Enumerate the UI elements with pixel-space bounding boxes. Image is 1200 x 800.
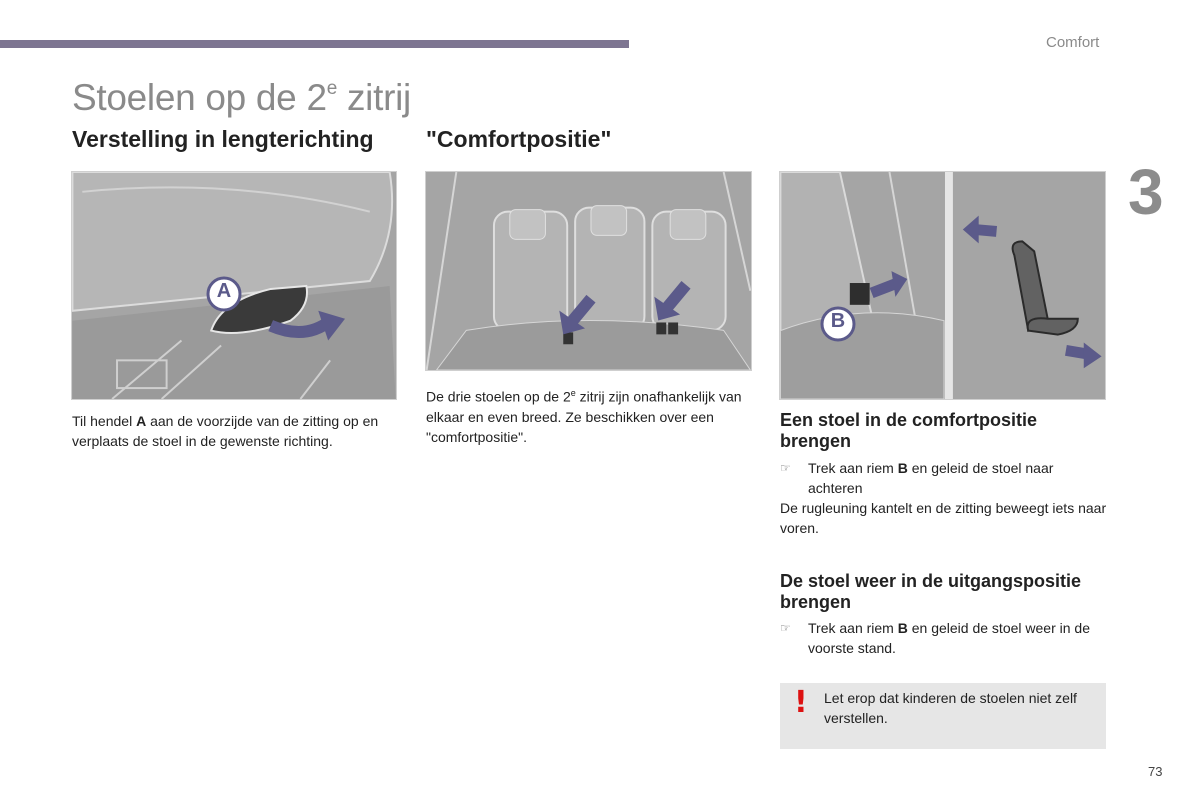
callout-a-label: A bbox=[216, 280, 232, 302]
heading-initial-position: De stoel weer in de uitgangspositie brengen bbox=[780, 571, 1082, 612]
chapter-number: 3 bbox=[1128, 156, 1164, 228]
title-sup: e bbox=[326, 78, 337, 99]
text-comfort-effect: De rugleuning kantelt en de zitting beweegt iets naar voren. bbox=[780, 500, 1107, 536]
three-seats-drawing bbox=[426, 172, 751, 370]
text-longitudinal-pre: Til hendel bbox=[72, 413, 137, 429]
illustration-three-seats bbox=[425, 171, 752, 371]
bullet-initial bbox=[780, 618, 1106, 658]
page-title bbox=[72, 78, 411, 119]
heading-comfort-position: "Comfortpositie" bbox=[426, 126, 612, 152]
heading-comfort-bring: Een stoel in de comfortpositie brengen bbox=[780, 410, 1038, 451]
text-longitudinal-bold: A bbox=[136, 413, 147, 429]
bullet-comfort bbox=[780, 458, 1106, 498]
strap-b-drawing bbox=[780, 172, 1105, 399]
bullet2-pre: Trek aan riem bbox=[808, 620, 898, 636]
heading-longitudinal: Verstelling in lengterichting bbox=[72, 126, 374, 152]
text-comfort-pre: De drie stoelen op de 2 bbox=[426, 388, 571, 405]
bullet-initial-text bbox=[808, 618, 1106, 658]
pointing-hand-icon: ☞ bbox=[780, 461, 791, 475]
warning-note bbox=[780, 683, 1106, 749]
title-tail: zitrij bbox=[337, 77, 411, 118]
illustration-seat-lever bbox=[71, 171, 397, 400]
bullet2-post: en geleid de stoel weer in de voorste stand. bbox=[808, 620, 1090, 656]
warning-exclamation-icon: ! bbox=[794, 685, 808, 720]
bullet1-post: en geleid de stoel naar achteren bbox=[808, 460, 1054, 496]
accent-bar bbox=[0, 40, 629, 48]
text-longitudinal bbox=[72, 411, 397, 451]
illustration-strap-b bbox=[779, 171, 1106, 400]
section-label: Comfort bbox=[1046, 34, 1100, 51]
bullet-comfort-text bbox=[808, 458, 1106, 498]
bullet1-pre: Trek aan riem bbox=[808, 460, 898, 476]
bullet1-bold: B bbox=[897, 460, 908, 476]
text-longitudinal-post: aan de voorzijde van de zitting op en verplaats de stoel in de gewenste richting. bbox=[72, 413, 379, 449]
text-comfort-sup: e bbox=[570, 388, 576, 398]
title-main: Stoelen op de 2 bbox=[72, 77, 327, 118]
page-number: 73 bbox=[1148, 764, 1163, 779]
bullet2-bold: B bbox=[897, 620, 908, 636]
pointing-hand-icon: ☞ bbox=[780, 621, 791, 635]
callout-b-label: B bbox=[830, 310, 846, 332]
text-comfort-position bbox=[426, 383, 751, 447]
warning-text: Let erop dat kinderen de stoelen niet zelf verstellen. bbox=[824, 690, 1077, 726]
text-comfort-post: zitrij zijn onafhankelijk van elkaar en even breed. Ze beschikken over een "comfortpositie". bbox=[426, 388, 742, 445]
